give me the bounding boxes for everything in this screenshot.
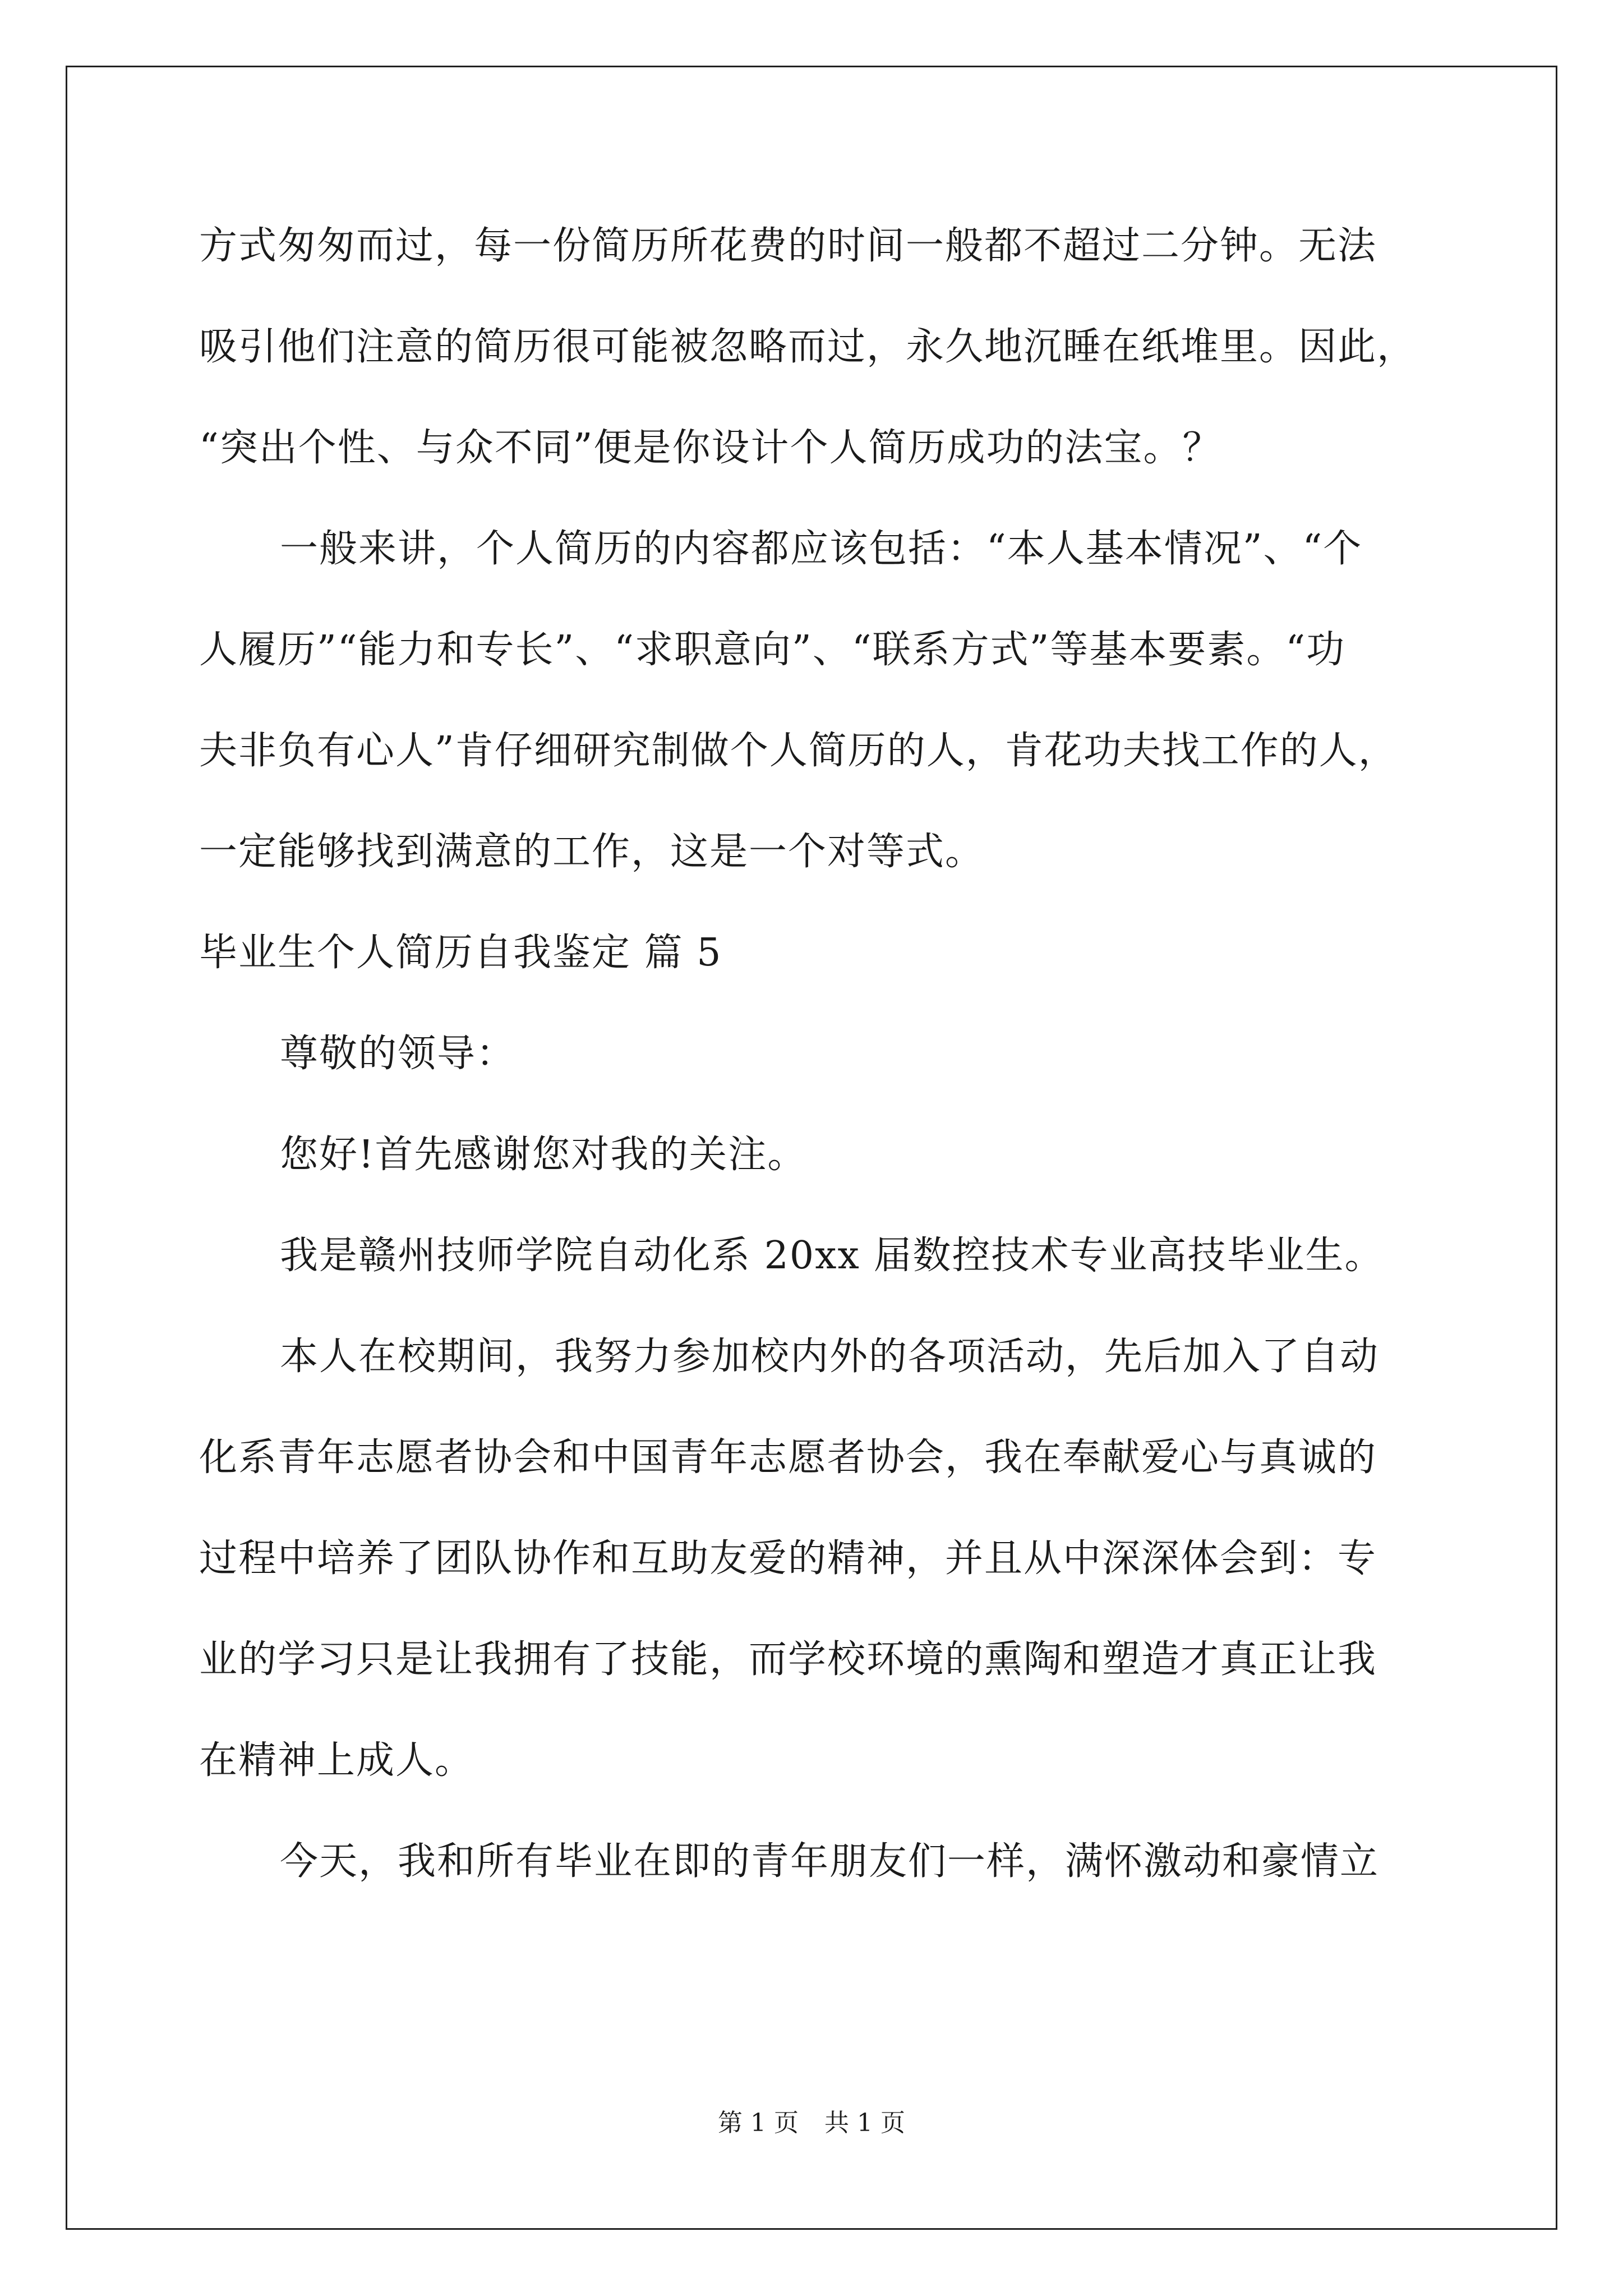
page-number: 第 1 页 <box>718 2109 799 2137</box>
paragraph-line: 本人在校期间，我努力参加校内外的各项活动，先后加入了自动 <box>280 1335 1380 1379</box>
paragraph-line: 业的学习只是让我拥有了技能，而学校环境的熏陶和塑造才真正让我 <box>199 1637 1377 1682</box>
paragraph-line: 一定能够找到满意的工作，这是一个对等式。 <box>199 830 985 874</box>
paragraph-line: 人履历”“能力和专长”、“求职意向”、“联系方式”等基本要素。“功 <box>199 628 1346 672</box>
paragraph-line: 一般来讲，个人简历的内容都应该包括：“本人基本情况”、“个 <box>280 527 1363 571</box>
paragraph-line: “突出个性、与众不同”便是你设计个人简历成功的法宝。？ <box>199 426 1222 470</box>
paragraph-line: 我是赣州技师学院自动化系 20xx 届数控技术专业高技毕业生。 <box>280 1234 1384 1278</box>
paragraph-line: 您好!首先感谢您对我的关注。 <box>280 1133 807 1177</box>
paragraph-line: 过程中培养了团队协作和互助友爱的精神，并且从中深深体会到：专 <box>199 1536 1377 1581</box>
document-body <box>199 213 1433 1930</box>
paragraph-line: 方式匆匆而过，每一份简历所花费的时间一般都不超过二分钟。无法 <box>199 224 1377 268</box>
page-total: 共 1 页 <box>824 2109 905 2137</box>
paragraph-line: 化系青年志愿者协会和中国青年志愿者协会，我在奉献爱心与真诚的 <box>199 1435 1377 1480</box>
paragraph-line: 今天，我和所有毕业在即的青年朋友们一样，满怀激动和豪情立 <box>280 1839 1380 1884</box>
page-footer <box>0 2106 1623 2140</box>
paragraph-line: 吸引他们注意的简历很可能被忽略而过，永久地沉睡在纸堆里。因此， <box>199 325 1417 369</box>
paragraph-line: 在精神上成人。 <box>199 1738 474 1783</box>
section-heading: 毕业生个人简历自我鉴定 篇 5 <box>199 931 722 975</box>
salutation: 尊敬的领导： <box>280 1032 516 1076</box>
paragraph-line: 夫非负有心人”肯仔细研究制做个人简历的人，肯花功夫找工作的人， <box>199 729 1398 773</box>
